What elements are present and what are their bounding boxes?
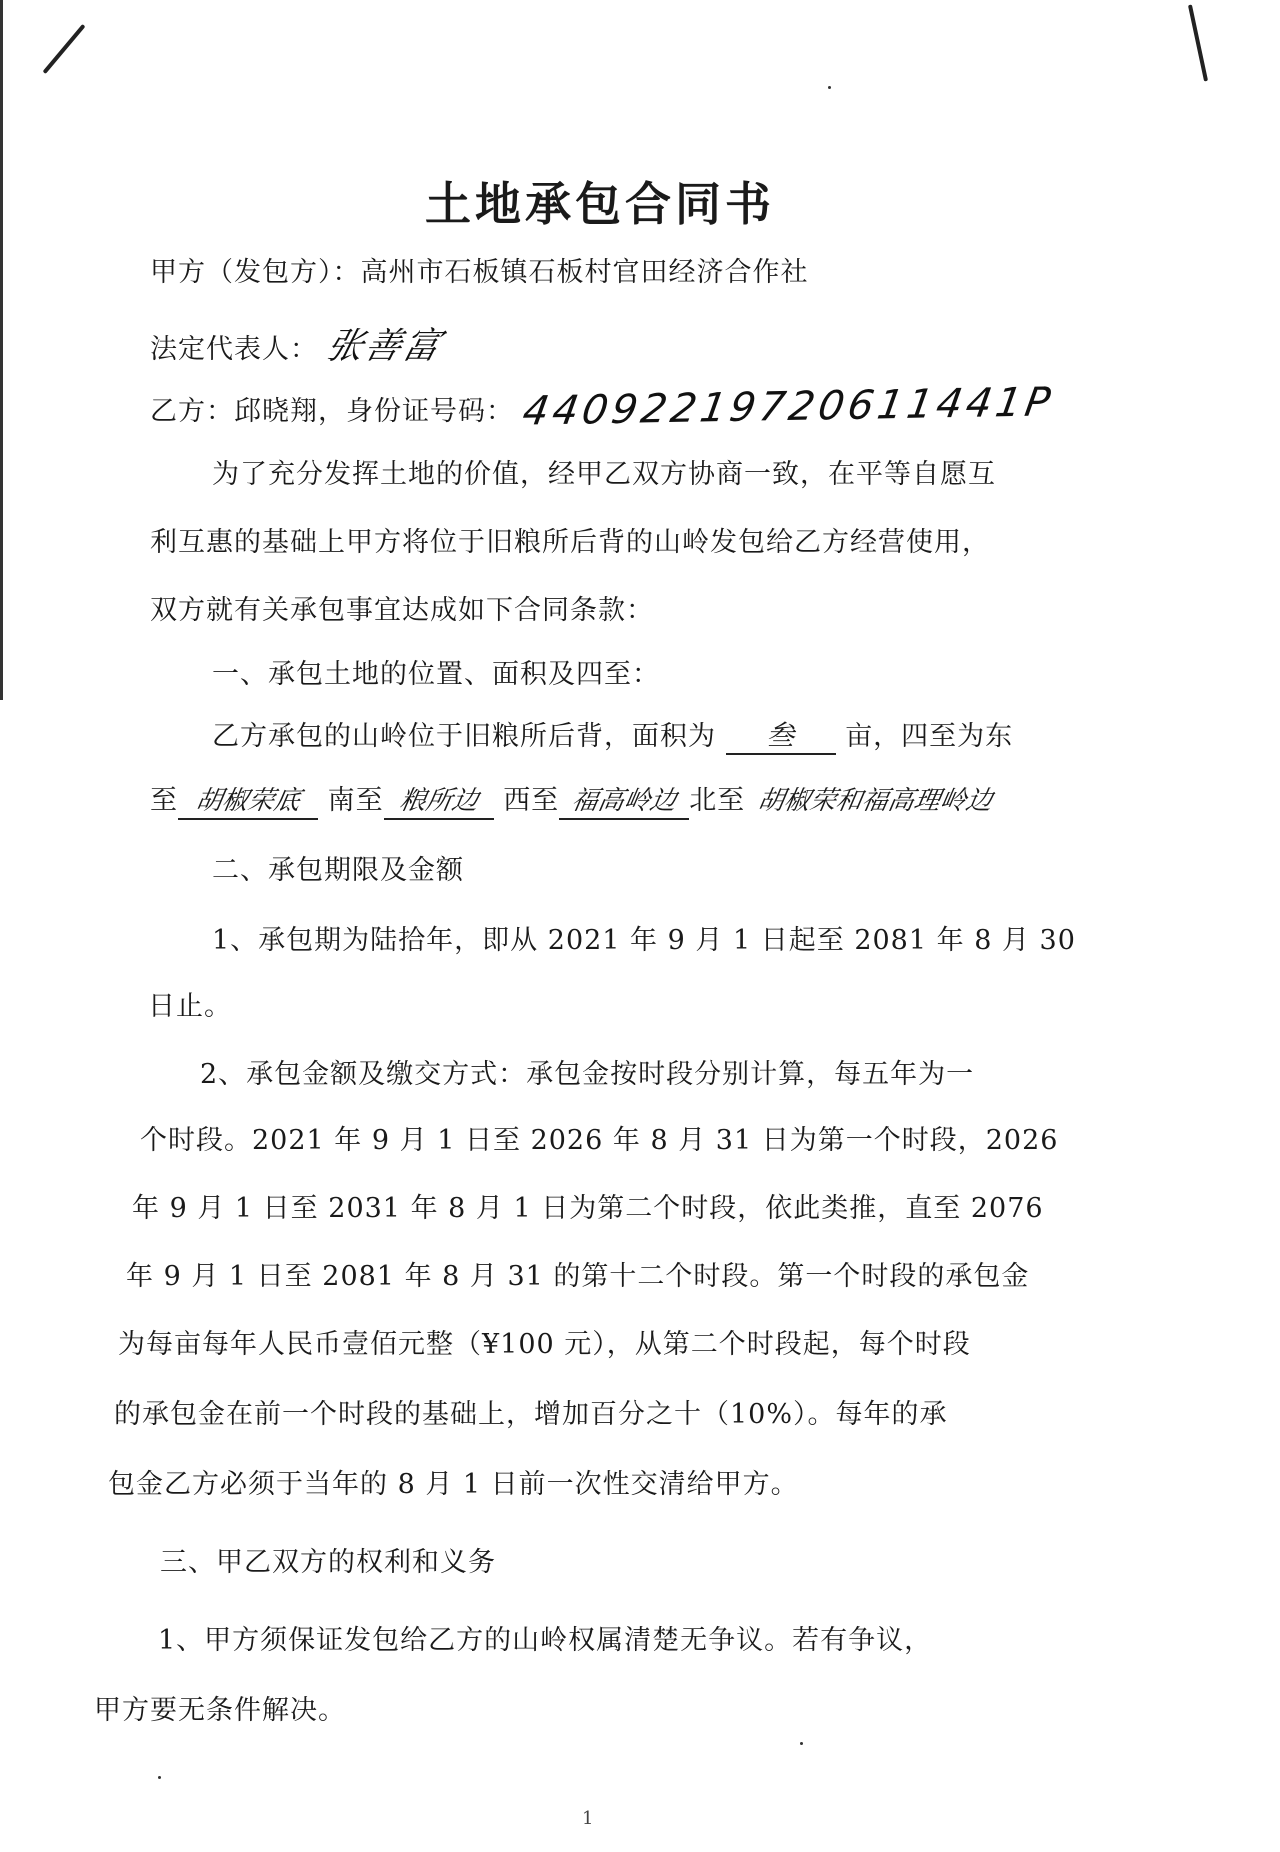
section1-heading: 一、承包土地的位置、面积及四至：: [212, 659, 660, 690]
clause1-line-1: 1、甲方须保证发包给乙方的山岭权属清楚无争议。若有争议，: [158, 1625, 933, 1656]
party-a-name: 高州市石板镇石板村官田经济合作社: [360, 257, 809, 288]
north-boundary: [745, 783, 1005, 818]
west-label: 西至: [503, 785, 560, 816]
preamble-line-1: 为了充分发挥土地的价值，经甲乙双方协商一致，在平等自愿互: [212, 459, 996, 490]
payment-line-1: 2、承包金额及缴交方式：承包金按时段分别计算，每五年为一: [200, 1059, 975, 1090]
section2-heading: 二、承包期限及金额: [212, 855, 464, 886]
term-line-1: 1、承包期为陆拾年，即从 2021 年 9 月 1 日起至 2081 年 8 月 30: [212, 925, 1076, 956]
area-text-after: 亩，四至为东: [845, 721, 1014, 752]
east-boundary: [178, 783, 318, 820]
south-boundary: [384, 783, 494, 820]
party-b-label: 乙方：邱晓翔，身份证号码：: [150, 396, 514, 427]
document-title: 土地承包合同书: [425, 177, 775, 231]
east-prefix: 至: [150, 785, 178, 816]
north-label: 北至: [689, 785, 746, 816]
scan-speck: [828, 86, 831, 89]
legal-rep-line: [150, 318, 446, 369]
area-text-before: 乙方承包的山岭位于旧粮所后背，面积为: [212, 721, 716, 752]
payment-line-5: 为每亩每年人民币壹佰元整（¥100 元），从第二个时段起，每个时段: [118, 1329, 971, 1360]
party-b-line: [150, 379, 1057, 435]
legal-rep-signature: 张善富: [321, 326, 446, 367]
legal-rep-label: 法定代表人：: [150, 334, 318, 365]
clause1-line-2: 甲方要无条件解决。: [94, 1695, 346, 1726]
preamble-line-2: 利互惠的基础上甲方将位于旧粮所后背的山岭发包给乙方经营使用，: [150, 527, 990, 558]
boundaries-line: [150, 778, 1005, 820]
payment-line-2: 个时段。2021 年 9 月 1 日至 2026 年 8 月 31 日为第一个时段，2026: [140, 1125, 1059, 1156]
section1-area-line: [212, 714, 1013, 755]
scan-artifact-mark: [43, 24, 86, 74]
party-a-line: [150, 250, 809, 289]
payment-line-6: 的承包金在前一个时段的基础上，增加百分之十（10%）。每年的承: [114, 1399, 948, 1430]
scan-edge-shadow: [0, 0, 3, 700]
term-line-2: 日止。: [148, 991, 232, 1022]
south-boundary-text: 粮所边: [396, 786, 481, 816]
west-boundary-text: 福高岭边: [569, 786, 679, 816]
scan-speck: [800, 1742, 803, 1745]
north-boundary-text: 胡椒荣和福高理岭边: [755, 786, 995, 816]
section3-heading: 三、甲乙双方的权利和义务: [160, 1547, 496, 1578]
west-boundary: [559, 783, 689, 820]
preamble-line-3: 双方就有关承包事宜达成如下合同条款：: [150, 595, 654, 626]
party-b-id-number: 44092219720611441P: [519, 379, 1057, 435]
payment-line-7: 包金乙方必须于当年的 8 月 1 日前一次性交清给甲方。: [108, 1469, 799, 1500]
scan-speck: [158, 1776, 161, 1779]
scan-artifact-mark: [1188, 4, 1208, 81]
page-number: 1: [582, 1808, 594, 1829]
area-fill: 叁: [726, 719, 836, 755]
south-label: 南至: [327, 785, 384, 816]
east-boundary-text: 胡椒荣底: [193, 786, 303, 816]
payment-line-4: 年 9 月 1 日至 2081 年 8 月 31 的第十二个时段。第一个时段的承包金: [126, 1261, 1030, 1292]
payment-line-3: 年 9 月 1 日至 2031 年 8 月 1 日为第二个时段，依此类推，直至 2076: [132, 1193, 1044, 1224]
party-a-label: 甲方（发包方）：: [150, 257, 361, 288]
